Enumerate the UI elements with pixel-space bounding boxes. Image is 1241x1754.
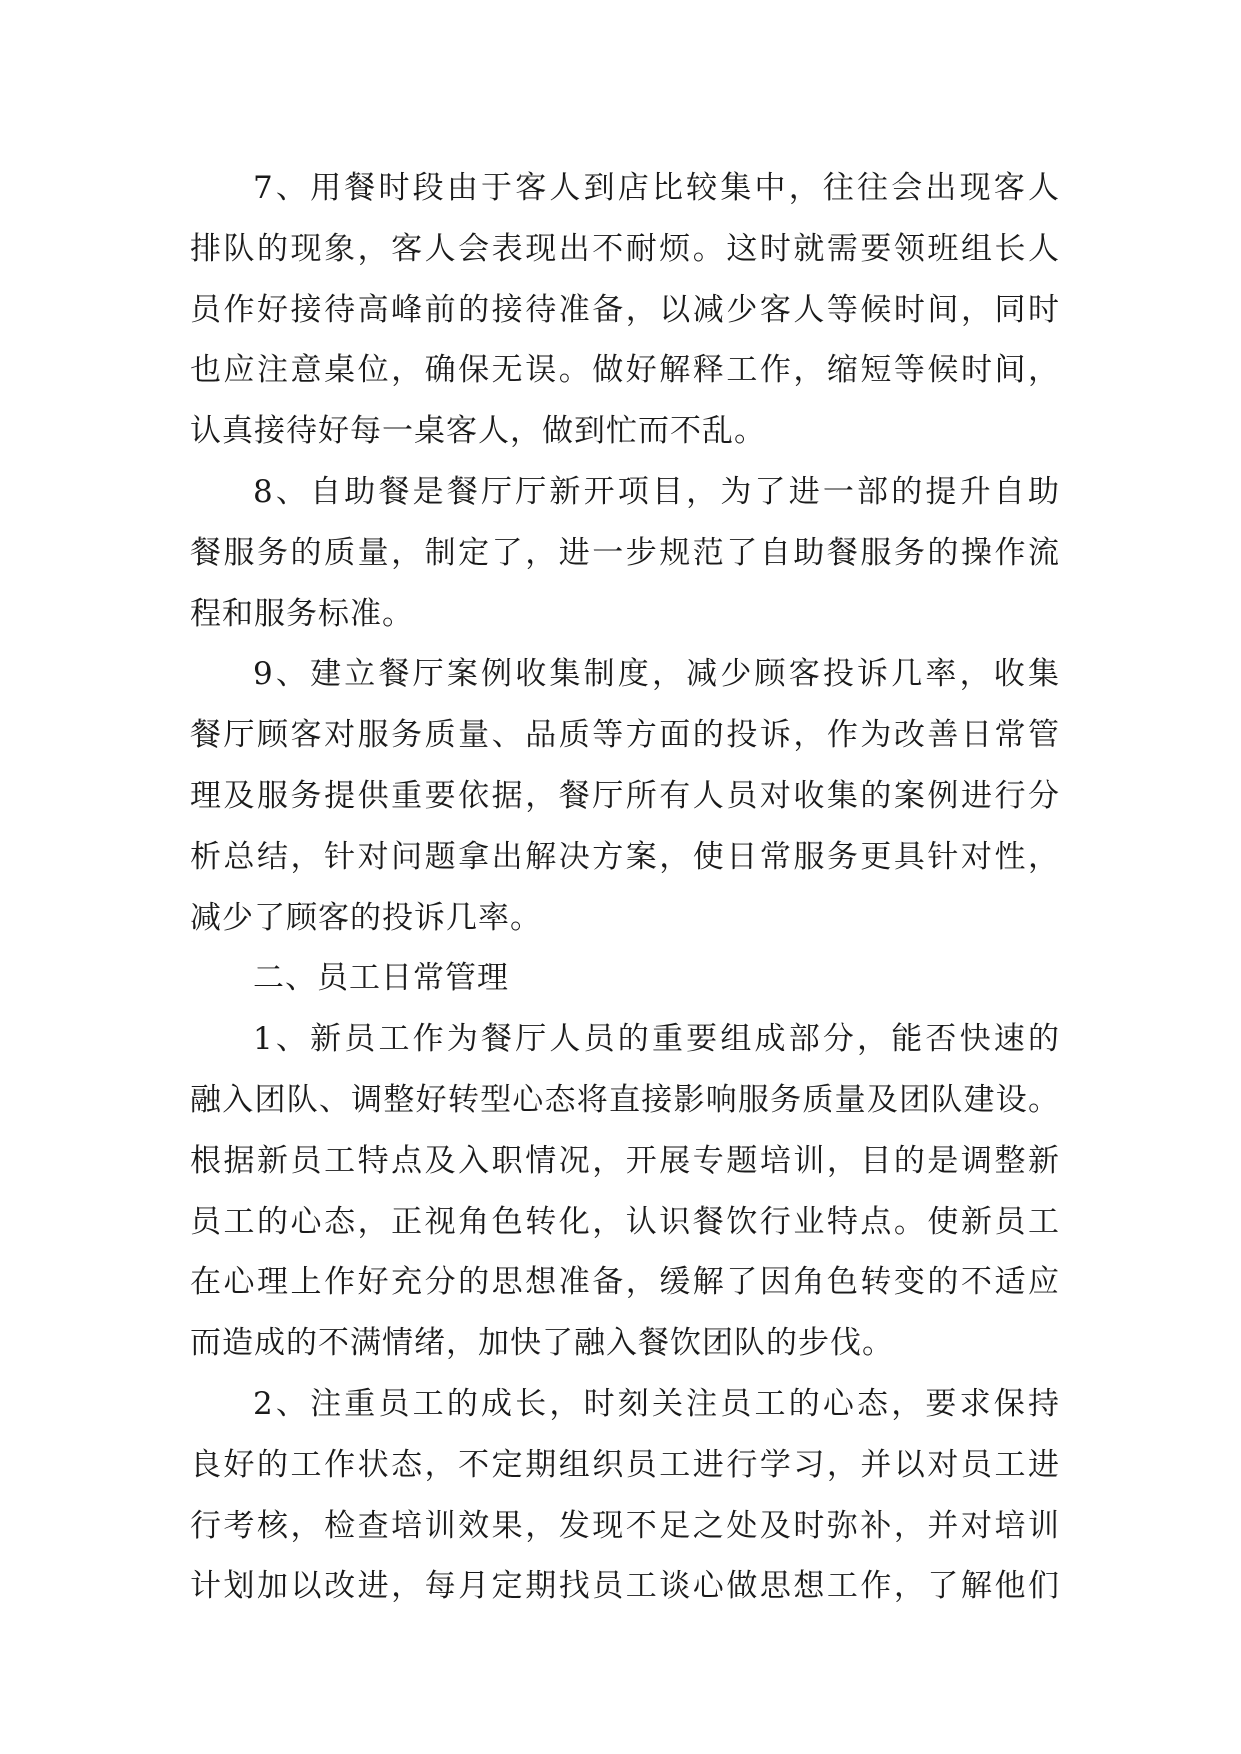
paragraph-2-line-1: 2、注重员工的成长，时刻关注员工的心态，要求保持 xyxy=(253,1385,1060,1422)
paragraph-1-line-3: 根据新员工特点及入职情况，开展专题培训，目的是调整新 xyxy=(190,1142,1060,1179)
paragraph-7-line-1: 7、用餐时段由于客人到店比较集中，往往会出现客人 xyxy=(253,170,1060,206)
paragraph-1-line-4: 员工的心态，正视角色转化，认识餐饮行业特点。使新员工 xyxy=(190,1203,1060,1240)
paragraph-7-line-3: 员作好接待高峰前的接待准备，以减少客人等候时间，同时 xyxy=(190,291,1060,328)
paragraph-8-line-3: 程和服务标准。 xyxy=(190,595,414,632)
paragraph-9-line-3: 理及服务提供重要依据，餐厅所有人员对收集的案例进行分 xyxy=(190,777,1060,814)
paragraph-9-line-4: 析总结，针对问题拿出解决方案，使日常服务更具针对性， xyxy=(190,838,1060,875)
section-heading: 二、员工日常管理 xyxy=(253,960,509,997)
paragraph-7-line-4: 也应注意桌位，确保无误。做好解释工作，缩短等候时间， xyxy=(190,352,1060,389)
paragraph-9-line-5: 减少了顾客的投诉几率。 xyxy=(190,899,542,936)
document-body xyxy=(190,158,1060,1617)
paragraph-1-line-6: 而造成的不满情绪，加快了融入餐饮团队的步伐。 xyxy=(190,1325,894,1362)
paragraph-1-line-5: 在心理上作好充分的思想准备，缓解了因角色转变的不适应 xyxy=(190,1264,1060,1301)
paragraph-7-line-5: 认真接待好每一桌客人，做到忙而不乱。 xyxy=(190,413,766,450)
paragraph-8-line-1: 8、自助餐是餐厅厅新开项目，为了进一部的提升自助 xyxy=(253,473,1060,510)
paragraph-7-line-2: 排队的现象，客人会表现出不耐烦。这时就需要领班组长人 xyxy=(190,230,1060,267)
paragraph-9-line-2: 餐厅顾客对服务质量、品质等方面的投诉，作为改善日常管 xyxy=(190,717,1060,754)
paragraph-8-line-2: 餐服务的质量，制定了，进一步规范了自助餐服务的操作流 xyxy=(190,534,1060,571)
paragraph-9-line-1: 9、建立餐厅案例收集制度，减少顾客投诉几率，收集 xyxy=(253,656,1060,693)
paragraph-1-line-2: 融入团队、调整好转型心态将直接影响服务质量及团队建设。 xyxy=(190,1081,1060,1118)
paragraph-2-line-4: 计划加以改进，每月定期找员工谈心做思想工作，了解他们 xyxy=(190,1568,1060,1605)
paragraph-2-line-3: 行考核，检查培训效果，发现不足之处及时弥补，并对培训 xyxy=(190,1507,1060,1544)
paragraph-2-line-2: 良好的工作状态，不定期组织员工进行学习，并以对员工进 xyxy=(190,1446,1060,1483)
paragraph-1-line-1: 1、新员工作为餐厅人员的重要组成部分，能否快速的 xyxy=(253,1021,1060,1058)
